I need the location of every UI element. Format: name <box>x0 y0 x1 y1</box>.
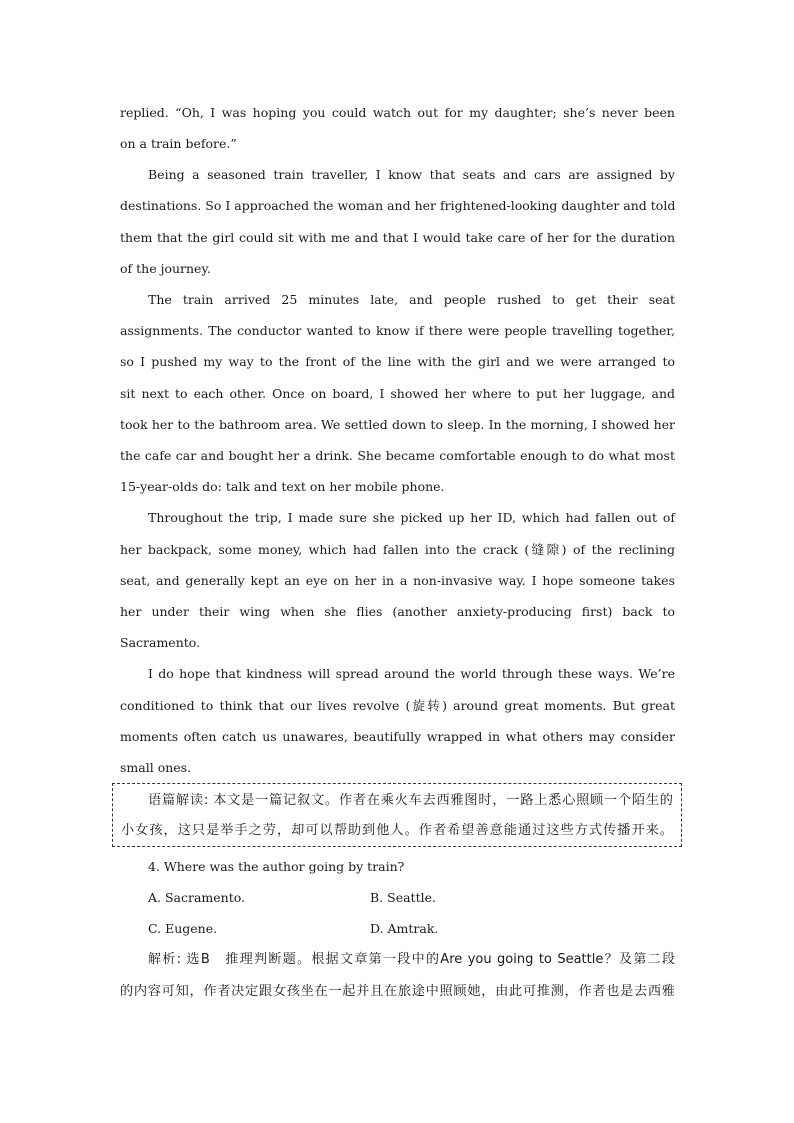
option-a: A. Sacramento. <box>148 890 246 905</box>
passage-line: of the journey. <box>120 261 211 276</box>
passage-line: assignments. The conductor wanted to know if there were people travelling together, <box>120 323 675 338</box>
passage-line: destinations. So I approached the woman and her frightened-looking daughter and told <box>120 198 676 213</box>
passage-line: them that the girl could sit with me and that I would take care of her for the duration <box>120 230 675 245</box>
passage-line: Being a seasoned train traveller, I know that seats and cars are assigned by <box>148 167 675 182</box>
passage-line: her under their wing when she flies (another anxiety-producing first) back to <box>120 604 675 619</box>
summary-line: 小女孩，这只是举手之劳，却可以帮助到他人。作者希望善意能通过这些方式传播开来。 <box>121 823 673 838</box>
passage-line: 15-year-olds do: talk and text on her mobile phone. <box>120 479 445 494</box>
passage-line: Throughout the trip, I made sure she picked up her ID, which had fallen out of <box>148 510 675 525</box>
summary-box <box>112 783 682 847</box>
passage-line: so I pushed my way to the front of the line with the girl and we were arranged to <box>120 354 675 369</box>
passage-line: her backpack, some money, which had fallen into the crack (缝隙) of the reclining <box>120 542 675 557</box>
question-stem: 4. Where was the author going by train? <box>148 859 405 874</box>
passage-line: replied. “Oh, I was hoping you could watch out for my daughter; she’s never been <box>120 105 675 120</box>
passage-line: took her to the bathroom area. We settled down to sleep. In the morning, I showed her <box>120 417 675 432</box>
option-c: C. Eugene. <box>148 921 218 936</box>
summary-line: 语篇解读: 本文是一篇记叙文。作者在乘火车去西雅图时，一路上悉心照顾一个陌生的 <box>148 793 673 808</box>
passage-line: small ones. <box>120 760 192 775</box>
passage-line: on a train before.” <box>120 136 237 151</box>
analysis-line: 的内容可知，作者决定跟女孩坐在一起并且在旅途中照顾她，由此可推测，作者也是去西雅 <box>120 984 675 999</box>
passage-line: moments often catch us unawares, beautifully wrapped in what others may consider <box>120 729 675 744</box>
passage-line: seat, and generally kept an eye on her in a non-invasive way. I hope someone takes <box>120 573 675 588</box>
passage-line: I do hope that kindness will spread around the world through these ways. We’re <box>148 666 675 681</box>
option-d: D. Amtrak. <box>370 921 439 936</box>
analysis-line: 解析: 选B 推理判断题。根据文章第一段中的Are you going to Seattle？及第二段 <box>148 952 675 967</box>
passage-line: sit next to each other. Once on board, I showed her where to put her luggage, and <box>120 386 675 401</box>
option-b: B. Seattle. <box>370 890 436 905</box>
passage-line: the cafe car and bought her a drink. She became comfortable enough to do what most <box>120 448 675 463</box>
passage-line: conditioned to think that our lives revolve (旋转) around great moments. But great <box>120 698 675 713</box>
passage-line: Sacramento. <box>120 635 201 650</box>
passage-line: The train arrived 25 minutes late, and people rushed to get their seat <box>148 292 675 307</box>
